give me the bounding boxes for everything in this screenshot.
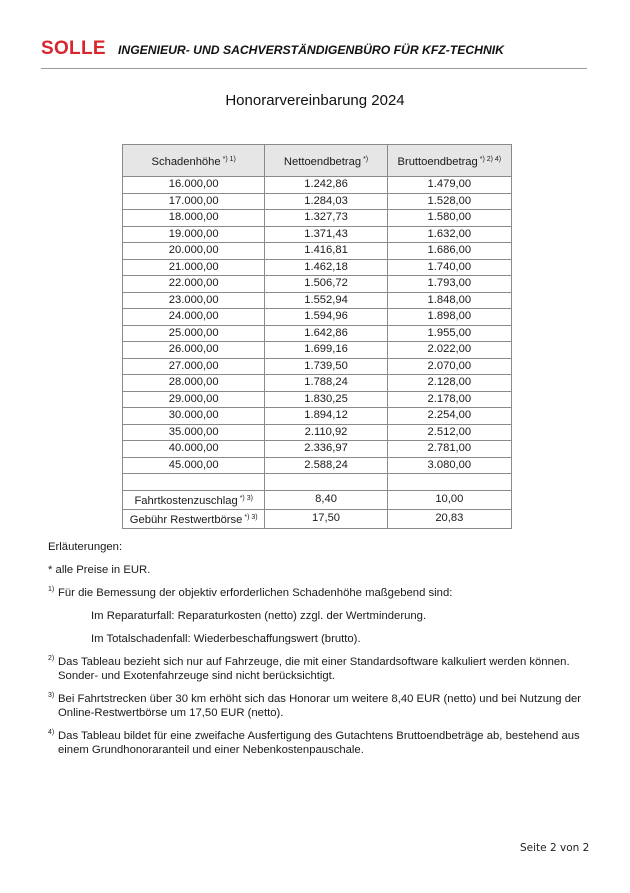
cell-schadenhoehe: 19.000,00 bbox=[123, 226, 265, 243]
footnote-3: 3) Bei Fahrtstrecken über 30 km erhöht sich das Honorar um weitere 8,40 EUR (netto) und bei Nutzung der Online-Restwertbörse um 17,50 EUR (netto). bbox=[48, 692, 582, 719]
fee-table bbox=[122, 144, 512, 529]
cell-extra-label: Gebühr Restwertbörse $^{*) 3)}$ bbox=[123, 509, 265, 528]
table-row bbox=[123, 342, 512, 359]
cell-schadenhoehe: 35.000,00 bbox=[123, 424, 265, 441]
cell-netto: 1.506,72 bbox=[265, 276, 387, 293]
footnote-4: 4) Das Tableau bildet für eine zweifache Ausfertigung des Gutachtens Bruttoendbeträge ab, bestehend aus einem Grundhonoraranteil und einer Nebenkostenpauschale. bbox=[48, 729, 580, 756]
cell-schadenhoehe: 30.000,00 bbox=[123, 408, 265, 425]
table-row bbox=[123, 424, 512, 441]
cell-schadenhoehe: 16.000,00 bbox=[123, 177, 265, 194]
cell-brutto: 1.848,00 bbox=[387, 292, 511, 309]
cell-brutto: 2.781,00 bbox=[387, 441, 511, 458]
cell-schadenhoehe: 25.000,00 bbox=[123, 325, 265, 342]
cell-netto: 8,40 bbox=[265, 490, 387, 509]
table-row bbox=[123, 309, 512, 326]
column-header-brutto: Bruttoendbetrag $^{*) 2) 4)}$ bbox=[387, 145, 511, 177]
cell-schadenhoehe: 21.000,00 bbox=[123, 259, 265, 276]
cell-netto: 1.371,43 bbox=[265, 226, 387, 243]
table-row bbox=[123, 276, 512, 293]
cell-brutto: 1.898,00 bbox=[387, 309, 511, 326]
footnote-1-total-loss: Im Totalschadenfall: Wiederbeschaffungswert (brutto). bbox=[91, 633, 361, 645]
cell-schadenhoehe: 18.000,00 bbox=[123, 210, 265, 227]
cell-brutto: 20,83 bbox=[387, 509, 511, 528]
cell-brutto: 1.632,00 bbox=[387, 226, 511, 243]
table-row-extra bbox=[123, 509, 512, 528]
cell-schadenhoehe: 23.000,00 bbox=[123, 292, 265, 309]
cell-brutto: 2.254,00 bbox=[387, 408, 511, 425]
cell-netto: 17,50 bbox=[265, 509, 387, 528]
cell-schadenhoehe: 20.000,00 bbox=[123, 243, 265, 260]
table-row bbox=[123, 325, 512, 342]
table-row bbox=[123, 391, 512, 408]
table-row bbox=[123, 375, 512, 392]
cell-netto: 1.642,86 bbox=[265, 325, 387, 342]
table-header-row bbox=[123, 145, 512, 177]
cell-brutto: 2.178,00 bbox=[387, 391, 511, 408]
cell-schadenhoehe: 45.000,00 bbox=[123, 457, 265, 474]
cell-netto: 1.699,16 bbox=[265, 342, 387, 359]
cell-netto: 2.336,97 bbox=[265, 441, 387, 458]
table-row bbox=[123, 358, 512, 375]
table-row-extra bbox=[123, 490, 512, 509]
column-header-netto: Nettoendbetrag *) bbox=[265, 145, 387, 177]
cell-netto: 2.110,92 bbox=[265, 424, 387, 441]
letterhead bbox=[41, 38, 587, 69]
cell-brutto: 1.479,00 bbox=[387, 177, 511, 194]
cell-netto: 1.242,86 bbox=[265, 177, 387, 194]
empty-cell bbox=[387, 474, 511, 491]
note-star: * alle Preise in EUR. bbox=[48, 564, 151, 576]
cell-extra-label: Fahrtkostenzuschlag $^{*) 3)}$ bbox=[123, 490, 265, 509]
table-row bbox=[123, 177, 512, 194]
cell-brutto: 1.528,00 bbox=[387, 193, 511, 210]
cell-brutto: 1.955,00 bbox=[387, 325, 511, 342]
empty-cell bbox=[265, 474, 387, 491]
cell-schadenhoehe: 29.000,00 bbox=[123, 391, 265, 408]
explanations bbox=[48, 540, 593, 766]
footnote-1-repair: Im Reparaturfall: Reparaturkosten (netto) zzgl. der Wertminderung. bbox=[91, 610, 427, 622]
table-row-spacer bbox=[123, 474, 512, 491]
cell-netto: 1.594,96 bbox=[265, 309, 387, 326]
cell-schadenhoehe: 40.000,00 bbox=[123, 441, 265, 458]
cell-brutto: 1.793,00 bbox=[387, 276, 511, 293]
cell-schadenhoehe: 28.000,00 bbox=[123, 375, 265, 392]
cell-brutto: 2.022,00 bbox=[387, 342, 511, 359]
brand-logo: SOLLE bbox=[41, 38, 106, 59]
page-number: Seite 2 von 2 bbox=[520, 842, 590, 854]
table-row bbox=[123, 408, 512, 425]
cell-netto: 1.788,24 bbox=[265, 375, 387, 392]
cell-netto: 1.894,12 bbox=[265, 408, 387, 425]
table-row bbox=[123, 210, 512, 227]
footnote-2: 2) Das Tableau bezieht sich nur auf Fahrzeuge, die mit einer Standardsoftware kalkuliert werden können. Sonder- und Exotenfahrzeuge sind nicht berücksichtigt. bbox=[48, 655, 570, 682]
cell-schadenhoehe: 17.000,00 bbox=[123, 193, 265, 210]
cell-schadenhoehe: 24.000,00 bbox=[123, 309, 265, 326]
cell-netto: 1.830,25 bbox=[265, 391, 387, 408]
cell-netto: 1.327,73 bbox=[265, 210, 387, 227]
cell-brutto: 10,00 bbox=[387, 490, 511, 509]
company-tagline: INGENIEUR- UND SACHVERSTÄNDIGENBÜRO FÜR KFZ-TECHNIK bbox=[118, 43, 504, 57]
cell-netto: 1.739,50 bbox=[265, 358, 387, 375]
table-row bbox=[123, 243, 512, 260]
document-title: Honorarvereinbarung 2024 bbox=[225, 92, 405, 109]
cell-netto: 2.588,24 bbox=[265, 457, 387, 474]
cell-brutto: 3.080,00 bbox=[387, 457, 511, 474]
column-header-schadenhoehe: Schadenhöhe $^{*) 1)}$ bbox=[123, 145, 265, 177]
table-row bbox=[123, 457, 512, 474]
notes-heading: Erläuterungen: bbox=[48, 541, 123, 553]
cell-brutto: 2.512,00 bbox=[387, 424, 511, 441]
cell-brutto: 1.686,00 bbox=[387, 243, 511, 260]
cell-brutto: 1.580,00 bbox=[387, 210, 511, 227]
cell-brutto: 2.070,00 bbox=[387, 358, 511, 375]
cell-brutto: 1.740,00 bbox=[387, 259, 511, 276]
cell-schadenhoehe: 27.000,00 bbox=[123, 358, 265, 375]
cell-netto: 1.284,03 bbox=[265, 193, 387, 210]
cell-schadenhoehe: 22.000,00 bbox=[123, 276, 265, 293]
cell-netto: 1.416,81 bbox=[265, 243, 387, 260]
cell-netto: 1.552,94 bbox=[265, 292, 387, 309]
table-row bbox=[123, 441, 512, 458]
cell-brutto: 2.128,00 bbox=[387, 375, 511, 392]
footnote-1: 1) Für die Bemessung der objektiv erforderlichen Schadenhöhe maßgebend sind: bbox=[48, 586, 453, 599]
table-row bbox=[123, 259, 512, 276]
table-row bbox=[123, 226, 512, 243]
table-row bbox=[123, 193, 512, 210]
empty-cell bbox=[123, 474, 265, 491]
table-row bbox=[123, 292, 512, 309]
cell-netto: 1.462,18 bbox=[265, 259, 387, 276]
cell-schadenhoehe: 26.000,00 bbox=[123, 342, 265, 359]
